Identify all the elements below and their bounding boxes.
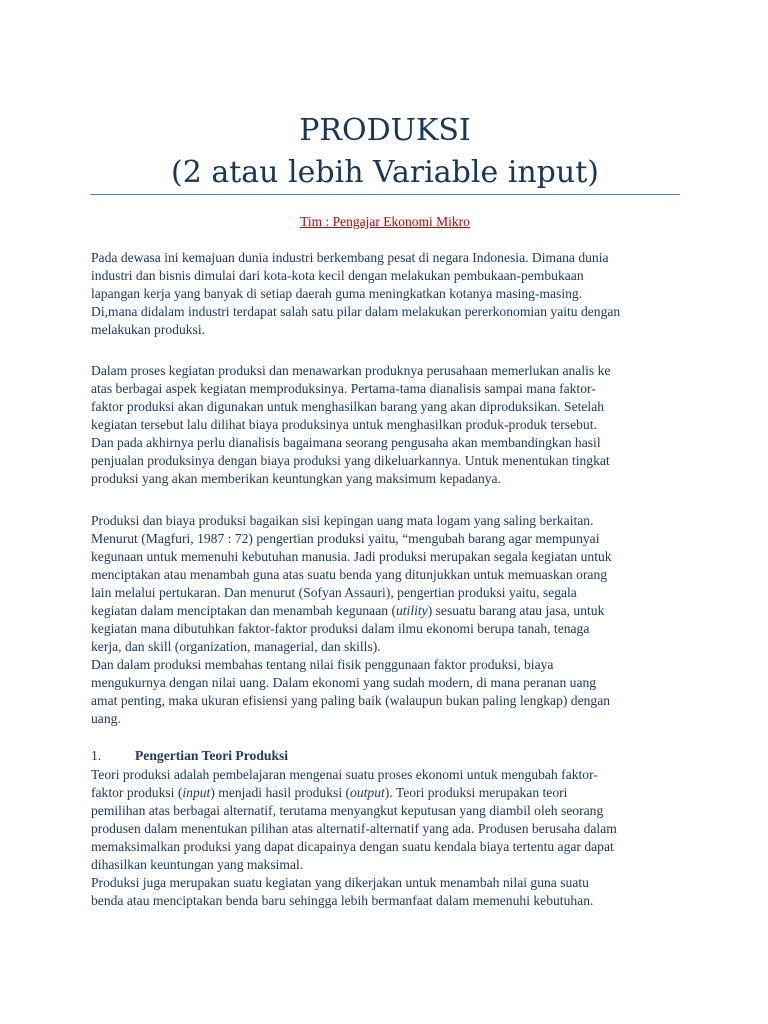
paragraph-line: Dalam proses kegiatan produksi dan menawarkan produknya perusahaan memerlukan analis ke bbox=[91, 363, 611, 378]
paragraph-line: penjualan produksinya dengan biaya produksi yang dikeluarkannya. Untuk menentukan tingkat bbox=[91, 453, 610, 468]
text-run: kegiatan dalam menciptakan dan menambah kegunaan ( bbox=[91, 603, 396, 618]
paragraph-line: Dan dalam produksi membahas tentang nilai fisik penggunaan faktor produksi, biaya bbox=[91, 657, 554, 672]
paragraph-intro bbox=[91, 249, 681, 339]
section-teori-produksi bbox=[91, 747, 681, 910]
paragraph-line bbox=[91, 784, 681, 802]
paragraph-line: benda atau menciptakan benda baru sehingga lebih bermanfaat dalam memenuhi kebutuhan. bbox=[91, 893, 594, 908]
paragraph-definition bbox=[91, 512, 681, 728]
paragraph-line: kegunaan untuk memenuhi kebutuhan manusia. Jadi produksi merupakan segala kegiatan untuk bbox=[91, 549, 612, 564]
paragraph-line: kegiatan tersebut lalu dilihat biaya produksinya untuk menghasilkan produk-produk tersebut. bbox=[91, 417, 597, 432]
paragraph-line: lapangan kerja yang banyak di setiap daerah guma meningkatkan kotanya masing-masing. bbox=[91, 286, 583, 301]
paragraph-line: Dan pada akhirnya perlu dianalisis bagaimana seorang pengusaha akan membandingkan hasil bbox=[91, 435, 601, 450]
section-heading bbox=[91, 747, 681, 766]
paragraph-line: menciptakan atau menambah guna atas suatu benda yang ditunjukkan untuk memuaskan orang bbox=[91, 567, 608, 582]
paragraph-line: Produksi dan biaya produksi bagaikan sisi kepingan uang mata logam yang saling berkaitan. bbox=[91, 513, 594, 528]
paragraph-line: faktor produksi akan digunakan untuk menghasilkan barang yang akan diproduksikan. Setelah bbox=[91, 399, 605, 414]
title-line-2: (2 atau lebih Variable input) bbox=[171, 155, 599, 190]
paragraph-line: Di,mana didalam industri terdapat salah satu pilar dalam melakukan pererkonomian yaitu dengan bbox=[91, 304, 621, 319]
paragraph-line: kegiatan mana dibutuhkan faktor-faktor produksi dalam ilmu ekonomi berupa tanah, tenaga bbox=[91, 621, 590, 636]
paragraph-line bbox=[91, 602, 681, 620]
document-subtitle: Tim : Pengajar Ekonomi Mikro bbox=[300, 214, 470, 229]
paragraph-line: Menurut (Magfuri, 1987 : 72) pengertian produksi yaitu, “mengubah barang agar mempunyai bbox=[91, 531, 600, 546]
text-run: ). Teori produksi merupakan teori bbox=[384, 785, 568, 800]
paragraph-line: pemilihan atas berbagai alternatif, terutama menyangkut keputusan yang diambil oleh seorang bbox=[91, 803, 604, 818]
italic-term: output bbox=[350, 785, 385, 800]
italic-term: input bbox=[182, 785, 211, 800]
paragraph-line: amat penting, maka ukuran efisiensi yang paling baik (walaupun bukan paling lengkap) dengan bbox=[91, 693, 611, 708]
paragraph-line: produsen dalam menentukan pilihan atas alternatif-alternatif yang ada. Produsen berusaha dalam bbox=[91, 821, 617, 836]
paragraph-line: Teori produksi adalah pembelajaran mengenai suatu proses ekonomi untuk mengubah faktor- bbox=[91, 767, 598, 782]
paragraph-line: Produksi juga merupakan suatu kegiatan yang dikerjakan untuk menambah nilai guna suatu bbox=[91, 875, 589, 890]
paragraph-line: uang. bbox=[91, 711, 121, 726]
paragraph-line: lain melalui pertukaran. Dan menurut (Sofyan Assauri), pengertian produksi yaitu, segala bbox=[91, 585, 577, 600]
paragraph-line: mengukurnya dengan nilai uang. Dalam ekonomi yang sudah modern, di mana peranan uang bbox=[91, 675, 597, 690]
paragraph-line: dihasilkan keuntungan yang maksimal. bbox=[91, 857, 304, 872]
paragraph-line: industri dan bisnis dimulai dari kota-kota kecil dengan melakukan pembukaan-pembukaan bbox=[91, 268, 584, 283]
document-title bbox=[90, 110, 680, 194]
title-line-1: PRODUKSI bbox=[299, 113, 471, 148]
paragraph-line: Pada dewasa ini kemajuan dunia industri berkembang pesat di negara Indonesia. Dimana dunia bbox=[91, 250, 609, 265]
section-title: Pengertian Teori Produksi bbox=[135, 748, 289, 763]
text-run: faktor produksi ( bbox=[91, 785, 183, 800]
paragraph-process bbox=[91, 362, 681, 488]
section-number: 1. bbox=[91, 748, 102, 763]
italic-term: utility bbox=[395, 603, 428, 618]
title-divider bbox=[90, 194, 680, 195]
text-run: ) menjadi hasil produksi ( bbox=[210, 785, 351, 800]
paragraph-line: melakukan produksi. bbox=[91, 322, 206, 337]
paragraph-line: memaksimalkan produksi yang dapat dicapainya dengan suatu kendala biaya tertentu agar dapat bbox=[91, 839, 614, 854]
paragraph-line: produksi yang akan memberikan keuntungkan yang maksimum kepadanya. bbox=[91, 471, 501, 486]
text-run: ) sesuatu barang atau jasa, untuk bbox=[427, 603, 605, 618]
paragraph-line: kerja, dan skill (organization, managerial, dan skills). bbox=[91, 639, 381, 654]
paragraph-line: atas berbagai aspek kegiatan memproduksinya. Pertama-tama dianalisis sampai mana faktor- bbox=[91, 381, 596, 396]
